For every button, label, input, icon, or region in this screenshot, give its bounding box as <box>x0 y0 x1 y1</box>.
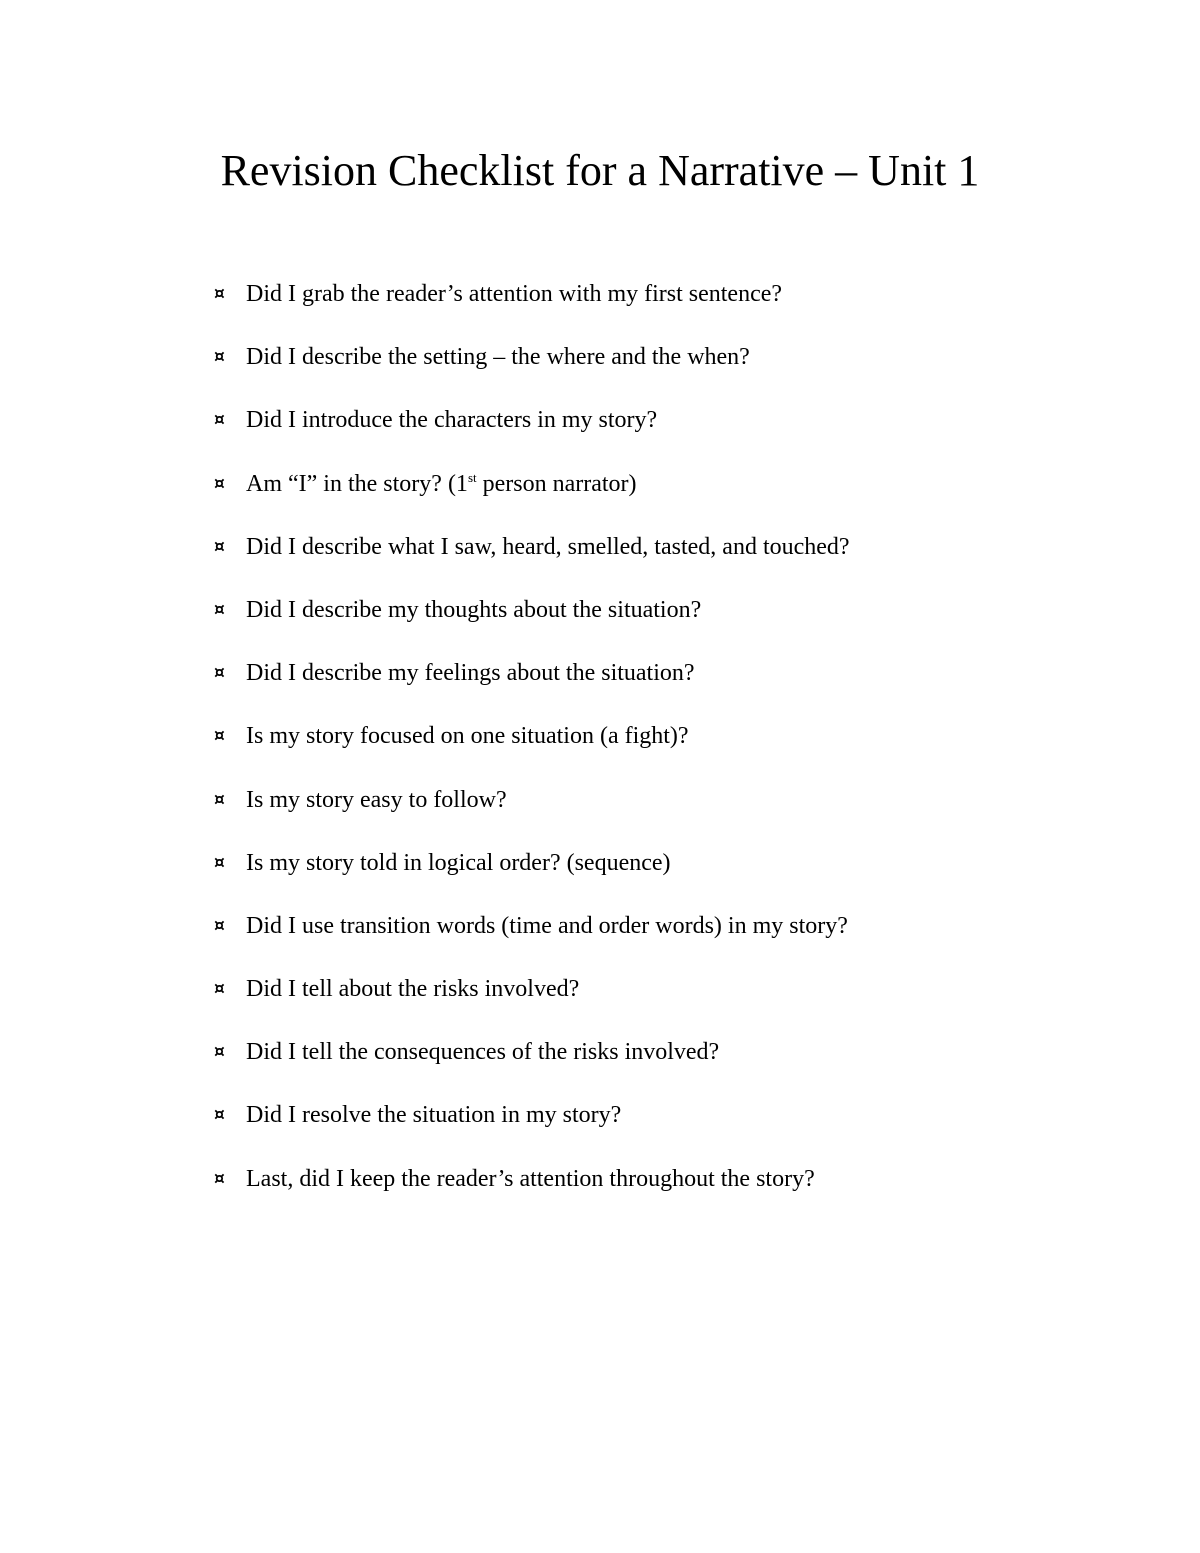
bullet-icon: ¤ <box>214 599 225 620</box>
list-item-text: Am “I” in the story? (1 <box>246 470 468 497</box>
revision-checklist <box>214 276 1114 1224</box>
bullet-icon: ¤ <box>214 410 225 431</box>
list-item-text: Did I describe what I saw, heard, smelled, tasted, and touched? <box>246 533 850 560</box>
bullet-icon: ¤ <box>214 284 225 304</box>
list-item-text-composite <box>246 466 637 502</box>
list-item-text: Did I describe the setting – the where and the when? <box>246 344 750 371</box>
list-item <box>214 782 1114 845</box>
list-item <box>214 592 1114 655</box>
list-item-text: Did I describe my thoughts about the situation? <box>246 596 702 623</box>
ordinal-superscript: st <box>467 469 477 485</box>
list-item-text: Did I grab the reader’s attention with my first sentence? <box>246 281 783 307</box>
bullet-icon: ¤ <box>214 726 225 747</box>
list-item-text: Did I describe my feelings about the situation? <box>246 660 695 687</box>
list-item-text: Is my story told in logical order? (sequence) <box>246 849 671 876</box>
bullet-icon: ¤ <box>214 473 225 494</box>
bullet-icon: ¤ <box>214 347 225 368</box>
list-item-text-suffix: person narrator) <box>476 470 637 497</box>
list-item <box>214 276 1114 339</box>
bullet-icon: ¤ <box>214 1105 225 1126</box>
list-item <box>214 845 1114 908</box>
list-item <box>214 908 1114 971</box>
list-item <box>214 655 1114 718</box>
list-item <box>214 402 1114 465</box>
bullet-icon: ¤ <box>214 852 225 873</box>
list-item-text: Did I tell the consequences of the risks involved? <box>246 1039 720 1066</box>
list-item-text: Did I introduce the characters in my story? <box>246 407 658 434</box>
bullet-icon: ¤ <box>214 789 225 810</box>
bullet-icon: ¤ <box>214 1042 225 1063</box>
list-item <box>214 339 1114 402</box>
list-item <box>214 971 1114 1034</box>
list-item <box>214 718 1114 781</box>
bullet-icon: ¤ <box>214 915 225 936</box>
list-item <box>214 466 1114 529</box>
list-item-text: Last, did I keep the reader’s attention throughout the story? <box>246 1165 815 1192</box>
list-item <box>214 529 1114 592</box>
bullet-icon: ¤ <box>214 536 225 557</box>
list-item-text: Did I resolve the situation in my story? <box>246 1102 622 1129</box>
bullet-icon: ¤ <box>214 1168 225 1189</box>
bullet-icon: ¤ <box>214 979 225 1000</box>
list-item-text: Is my story easy to follow? <box>246 786 507 813</box>
list-item <box>214 1034 1114 1097</box>
list-item-text: Is my story focused on one situation (a fight)? <box>246 723 689 750</box>
list-item-text: Did I tell about the risks involved? <box>246 976 580 1003</box>
list-item <box>214 1161 1114 1224</box>
bullet-icon: ¤ <box>214 663 225 684</box>
list-item-text: Did I use transition words (time and order words) in my story? <box>246 912 848 939</box>
list-item <box>214 1097 1114 1160</box>
page-title: Revision Checklist for a Narrative – Unit 1 <box>220 146 980 195</box>
